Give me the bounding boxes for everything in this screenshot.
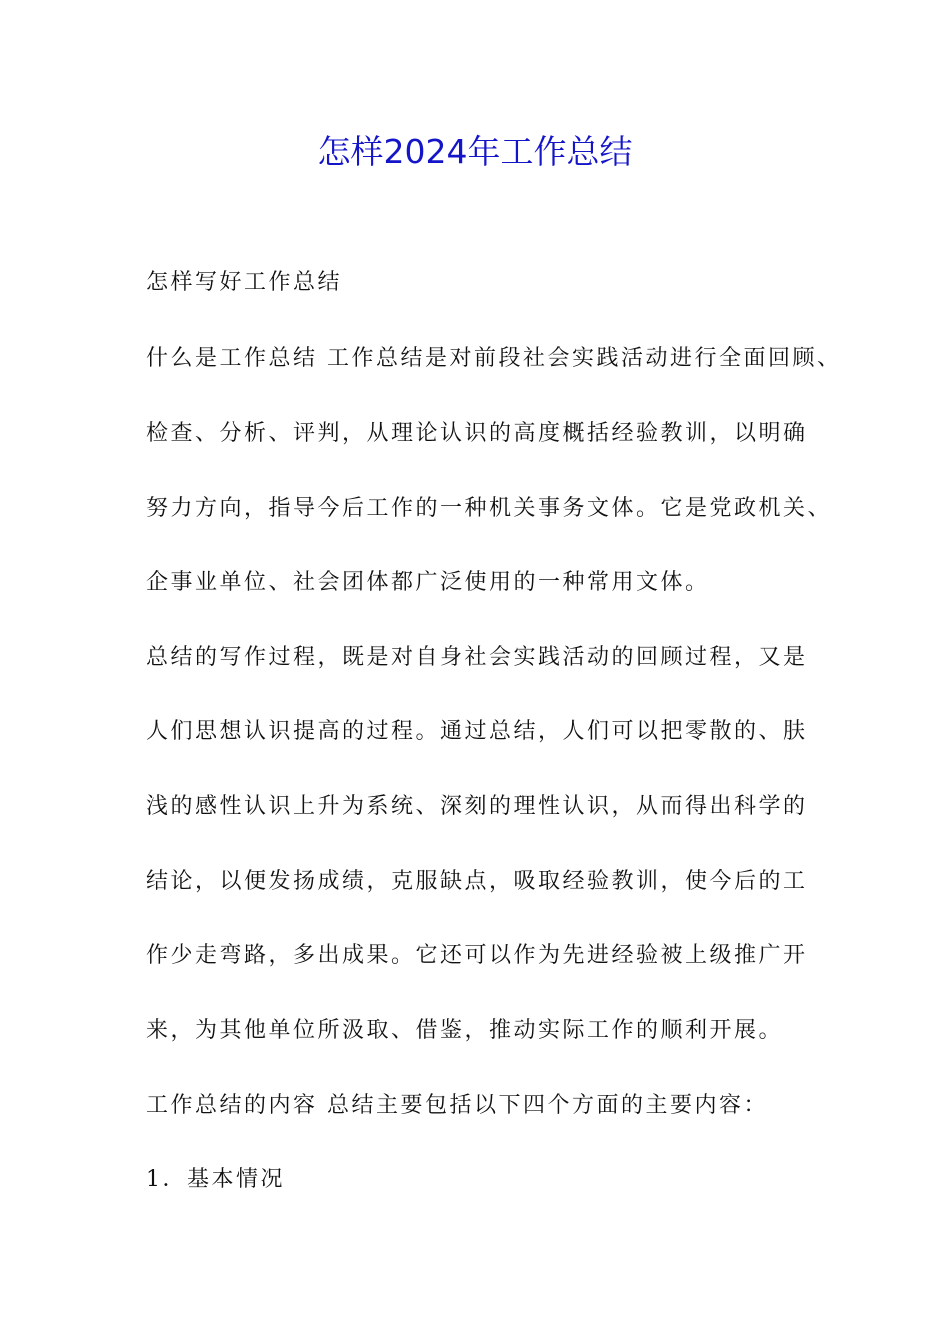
paragraph-line: 浅的感性认识上升为系统、深刻的理性认识，从而得出科学的 (146, 794, 808, 819)
paragraph-line: 什么是工作总结 工作总结是对前段社会实践活动进行全面回顾、 (146, 346, 842, 371)
paragraph-line: 总结的写作过程，既是对自身社会实践活动的回顾过程，又是 (146, 645, 808, 670)
paragraph-line: 工作总结的内容 总结主要包括以下四个方面的主要内容： (146, 1093, 768, 1118)
paragraph-line: 来，为其他单位所汲取、借鉴，推动实际工作的顺利开展。 (146, 1018, 784, 1043)
document-title: 怎样2024年工作总结 (317, 132, 633, 171)
paragraph-line: 结论，以便发扬成绩，克服缺点，吸取经验教训，使今后的工 (146, 869, 808, 894)
section-heading-how-to-write: 怎样写好工作总结 (146, 270, 343, 295)
paragraph-line: 人们思想认识提高的过程。通过总结，人们可以把零散的、肤 (146, 719, 808, 744)
list-item-basic-situation: 1．基本情况 (146, 1167, 285, 1192)
paragraph-line: 企事业单位、社会团体都广泛使用的一种常用文体。 (146, 570, 710, 595)
paragraph-line: 作少走弯路，多出成果。它还可以作为先进经验被上级推广开 (146, 943, 808, 968)
paragraph-line: 努力方向，指导今后工作的一种机关事务文体。它是党政机关、 (146, 496, 833, 521)
paragraph-line: 检查、分析、评判，从理论认识的高度概括经验教训，以明确 (146, 421, 808, 446)
